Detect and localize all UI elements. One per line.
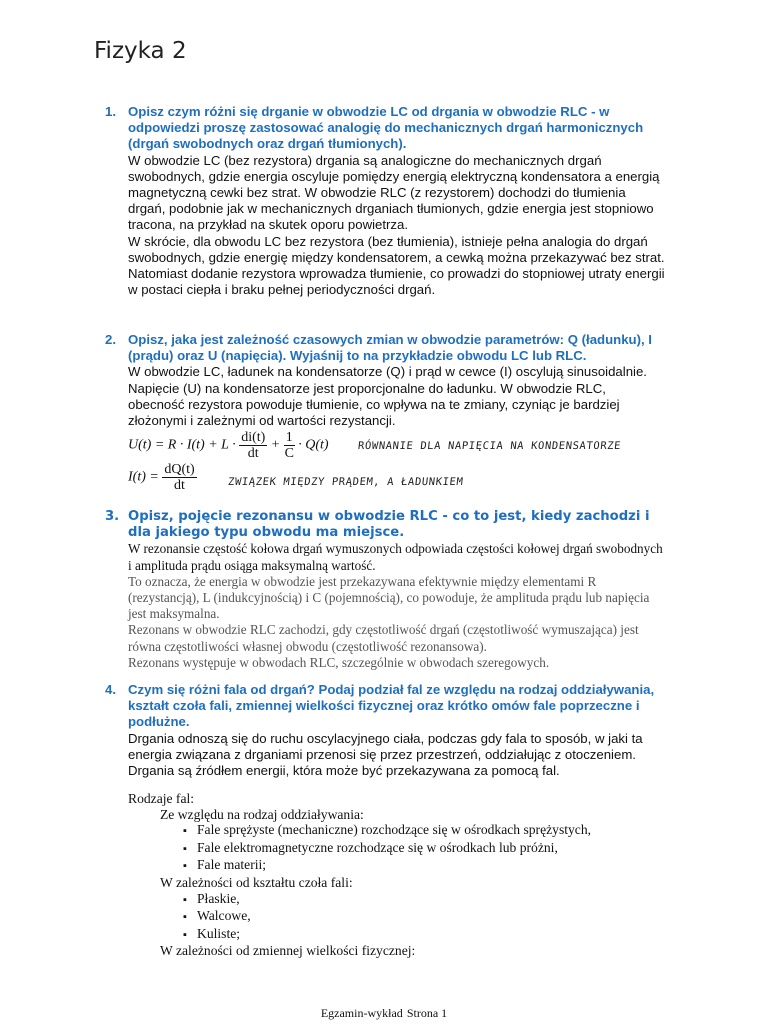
list-item: ▪ Płaskie, [183, 891, 591, 909]
question-text: Opisz, jaka jest zależność czasowych zmian w obwodzie parametrów: Q (ładunku), I (prądu) oraz U (napięcia). Wyjaśnij to na przykładzie obwodu LC lub RLC. [128, 332, 652, 364]
voltage-equation [128, 430, 329, 461]
fraction-denominator: dt [247, 446, 259, 461]
equation-lhs: U(t) = R · I(t) + L · [128, 437, 236, 453]
answer-paragraph: Rezonans w obwodzie RLC zachodzi, gdy częstotliwość drgań (częstotliwość wymuszająca) jest równa częstotliwości własnej obwodu (częstotliwość rezonansowa). [128, 622, 639, 654]
handwritten-note: ZWIĄZEK MIĘDZY PRĄDEM, A ŁADUNKIEM [227, 476, 464, 488]
fraction-numerator: di(t) [241, 430, 266, 445]
group-heading: W zależności od zmiennej wielkości fizycznej: [160, 943, 416, 959]
question-text: Opisz czym różni się drganie w obwodzie LC od drgania w obwodzie RLC - w odpowiedzi proszę zastosować analogię do mechanicznych drgań harmonicznych (drgań swobodnych oraz drgań tłumionych). [128, 104, 644, 152]
equation-rhs: · Q(t) [298, 437, 329, 453]
list-item: ▪ Walcowe, [183, 908, 591, 926]
equation-lhs: I(t) = [128, 469, 159, 485]
question-4 [105, 682, 665, 779]
plus-sign: + [270, 437, 281, 453]
fraction-numerator: 1 [285, 430, 293, 445]
question-text: Opisz, pojęcie rezonansu w obwodzie RLC - co to jest, kiedy zachodzi i dla jakiego typu obwodu ma miejsce. [128, 509, 650, 541]
fraction-denominator: C [284, 446, 294, 461]
question-number: 3. [105, 509, 120, 524]
group-heading: W zależności od kształtu czoła fali: [160, 874, 353, 890]
list-item: ▪ Kuliste; [183, 926, 591, 944]
page-title: Fizyka 2 [94, 38, 187, 64]
wave-types-heading: Rodzaje fal: [128, 791, 195, 806]
current-equation [128, 462, 197, 493]
question-number: 1. [105, 104, 116, 119]
answer-paragraph: To oznacza, że energia w obwodzie jest przekazywana efektywnie między elementami R (rezystancją), L (indukcyjnością) i C (pojemnością), co powoduje, że amplituda prądu lub napięcia jest maksymalna. [128, 573, 650, 622]
footer-page-number: Strona 1 [406, 1006, 448, 1020]
answer-paragraph: W obwodzie LC (bez rezystora) drgania są analogiczne do mechanicznych drgań swobodnych, gdzie energia oscyluje pomiędzy energią elektryczną kondensatora a energią magnetyczną cewki bez strat. W obwodzie RLC (z rezystorem) dochodzi do tłumienia drgań, podobnie jak w mechanicznych drganiach tłumionych, gdzie energia jest stopniowo tracona, na przykład na skutek oporu powietrza. [128, 152, 660, 233]
list-item: ▪ Fale sprężyste (mechaniczne) rozchodzące się w ośrodkach sprężystych, [183, 822, 591, 840]
question-number: 2. [105, 332, 116, 347]
answer-paragraph: W rezonansie częstość kołowa drgań wymuszonych odpowiada częstości kołowej drgań swobodnych i amplituda prądu osiąga maksymalną wartość. [128, 541, 663, 573]
fraction-dq-dt [162, 462, 196, 493]
question-1 [105, 104, 665, 298]
group-heading: Ze względu na rodzaj oddziaływania: [160, 806, 364, 822]
answer-paragraph: Rezonans występuje w obwodach RLC, szczególnie w obwodach szeregowych. [128, 654, 550, 670]
list-item: ▪ Fale elektromagnetyczne rozchodzące się w ośrodkach lub próżni, [183, 840, 591, 858]
question-number: 4. [105, 682, 116, 697]
bullet-list [128, 891, 591, 944]
wave-types [128, 791, 591, 959]
fraction-di-dt [239, 430, 267, 461]
answer-paragraph: W skrócie, dla obwodu LC bez rezystora (bez tłumienia), istnieje pełna analogia do drgań swobodnych, gdzie energię między kondensatorem, a cewką można przekazywać bez strat. Natomiast dodanie rezystora wprowadza tłumienie, co prowadzi do stopniowej utraty energii w postaci ciepła i braku pełnej periodyczności drgań. [128, 233, 665, 298]
fraction-denominator: dt [174, 478, 185, 493]
question-2 [105, 332, 665, 429]
page-footer [0, 1006, 768, 1021]
footer-label: Egzamin-wykład [320, 1006, 403, 1020]
fraction-one-over-c [284, 430, 295, 461]
question-text: Czym się różni fala od drgań? Podaj podział fal ze względu na rodzaj oddziaływania, kształt czoła fali, zmiennej wielkości fizycznej oraz krótko omów fale poprzeczne i podłużne. [128, 682, 655, 730]
list-item: ▪ Fale materii; [183, 857, 591, 875]
answer-paragraph: W obwodzie LC, ładunek na kondensatorze (Q) i prąd w cewce (I) oscylują sinusoidalnie. Napięcie (U) na kondensatorze jest proporcjonalne do ładunku. W obwodzie RLC, obecność rezystora powoduje tłumienie, co wpływa na te zmiany, czyniąc je bardziej złożonymi i zależnymi od wartości rezystancji. [128, 364, 647, 429]
handwritten-note: RÓWNANIE DLA NAPIĘCIA NA KONDENSATORZE [357, 440, 622, 452]
bullet-list [128, 822, 591, 875]
fraction-numerator: dQ(t) [164, 462, 195, 477]
answer-paragraph: Drgania odnoszą się do ruchu oscylacyjnego ciała, podczas gdy fala to sposób, w jaki ta energia związana z drganiami przenosi się przez przestrzeń, oddziałując z otoczeniem. Drgania są źródłem energii, która może być przekazywana za pomocą fal. [128, 730, 643, 779]
question-3 [105, 509, 665, 671]
